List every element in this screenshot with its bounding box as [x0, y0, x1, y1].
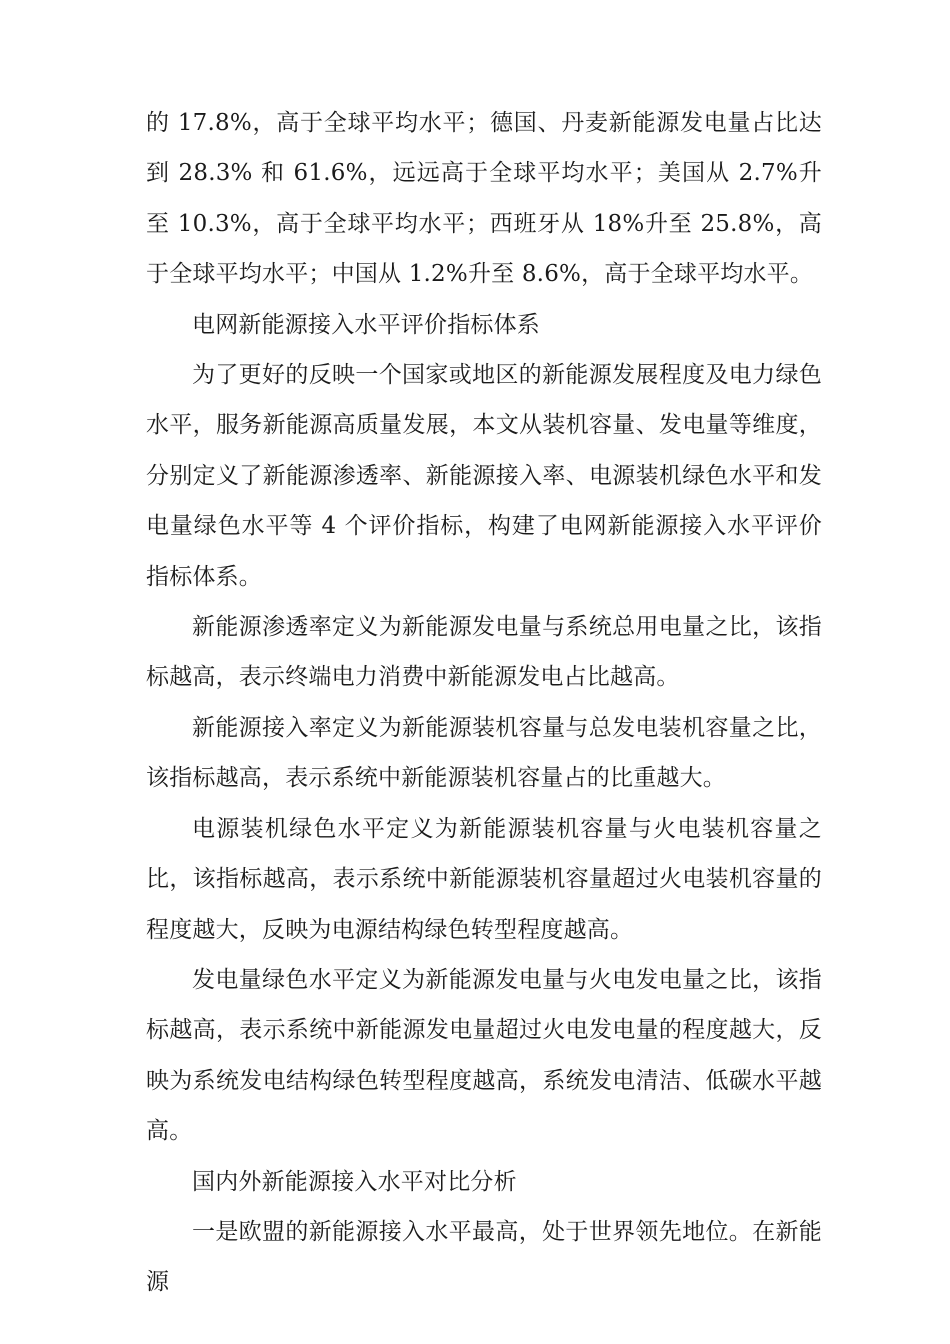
paragraph-continuation: 的 17.8%，高于全球平均水平；德国、丹麦新能源发电量占比达到 28.3% 和 61.6%，远远高于全球平均水平；美国从 2.7%升至 10.3%，高于全球平均水平；西班牙从 18%升至 25.8%，高于全球平均水平；中国从 1.2%升至 8.6%，高于全球平均水平。 [146, 110, 822, 288]
paragraph-installed-green-level: 电源装机绿色水平定义为新能源装机容量与火电装机容量之比，该指标越高，表示系统中新能源装机容量超过火电装机容量的程度越大，反映为电源结构绿色转型程度越高。 [146, 815, 822, 943]
paragraph-penetration-rate: 新能源渗透率定义为新能源发电量与系统总用电量之比，该指标越高，表示终端电力消费中新能源发电占比越高。 [146, 614, 822, 691]
document-body [146, 98, 822, 1308]
paragraph-intro: 为了更好的反映一个国家或地区的新能源发展程度及电力绿色水平，服务新能源高质量发展，本文从装机容量、发电量等维度，分别定义了新能源渗透率、新能源接入率、电源装机绿色水平和发电量绿色水平等 4 个评价指标，构建了电网新能源接入水平评价指标体系。 [146, 362, 822, 590]
paragraph-access-rate: 新能源接入率定义为新能源装机容量与总发电装机容量之比，该指标越高，表示系统中新能源装机容量占的比重越大。 [146, 714, 822, 792]
paragraph-eu: 一是欧盟的新能源接入水平最高，处于世界领先地位。在新能源 [146, 1218, 822, 1296]
section-heading-comparison: 国内外新能源接入水平对比分析 [192, 1168, 517, 1195]
paragraph-generation-green-level: 发电量绿色水平定义为新能源发电量与火电发电量之比，该指标越高，表示系统中新能源发电量超过火电发电量的程度越大，反映为系统发电结构绿色转型程度越高，系统发电清洁、低碳水平越高。 [146, 966, 822, 1145]
section-heading-evaluation-system: 电网新能源接入水平评价指标体系 [192, 311, 540, 338]
